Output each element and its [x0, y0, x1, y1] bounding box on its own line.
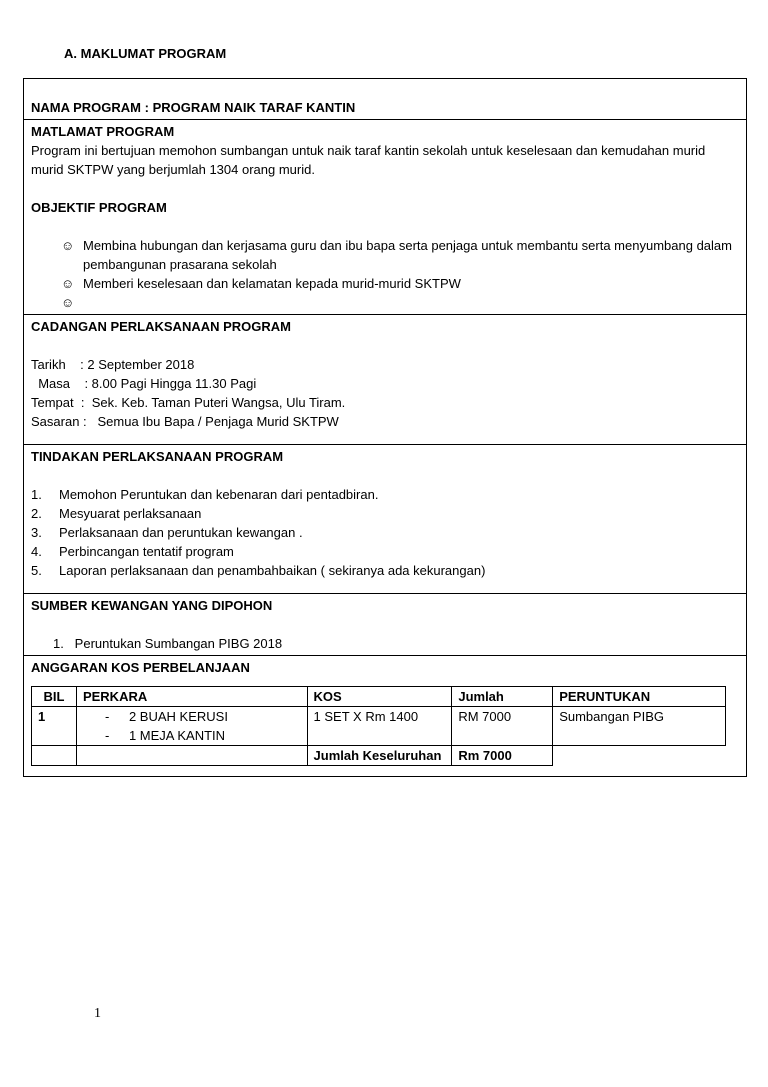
budget-title: ANGGARAN KOS PERBELANJAAN — [31, 660, 250, 675]
section-heading: A. MAKLUMAT PROGRAM — [64, 46, 227, 61]
list-item: - 1 MEJA KANTIN — [104, 728, 226, 743]
row-perkara — [76, 707, 307, 746]
table-row — [32, 707, 726, 746]
header-perkara: PERKARA — [76, 687, 307, 707]
row-peruntukan: Sumbangan PIBG — [553, 707, 726, 746]
row-kos: 1 SET X Rm 1400 — [307, 707, 452, 746]
header-bil: BIL — [32, 687, 77, 707]
goal-text: Program ini bertujuan memohon sumbangan untuk naik taraf kantin sekolah untuk keselesaan dan kemudahan murid murid SKTPW yang berjumlah 1304 orang murid. — [31, 143, 706, 177]
objective-item — [61, 293, 739, 312]
program-name-section — [24, 79, 746, 119]
header-jumlah: Jumlah — [452, 687, 553, 707]
page-number: 1 — [94, 1006, 101, 1021]
actions-section — [24, 444, 746, 593]
total-label: Jumlah Keseluruhan — [307, 746, 452, 766]
actions-title: TINDAKAN PERLAKSANAAN PROGRAM — [31, 449, 284, 464]
list-item: - 2 BUAH KERUSI — [104, 709, 228, 724]
proposal-target: Sasaran : Semua Ibu Bapa / Penjaga Murid SKTPW — [31, 414, 339, 429]
goal-section — [24, 119, 746, 314]
objective-item: ☺ Membina hubungan dan kerjasama guru dan ibu bapa serta penjaga untuk membantu serta menyumbang dalam pembangunan prasarana sekolah — [61, 238, 732, 272]
funding-section — [24, 593, 746, 655]
proposal-title: CADANGAN PERLAKSANAAN PROGRAM — [31, 319, 291, 334]
budget-table — [31, 686, 726, 766]
proposal-venue: Tempat : Sek. Keb. Taman Puteri Wangsa, Ulu Tiram. — [31, 395, 346, 410]
action-item: 5. Laporan perlaksanaan dan penambahbaikan ( sekiranya ada kekurangan) — [31, 563, 486, 578]
smiley-icon: ☺ — [61, 295, 75, 310]
row-bil: 1 — [32, 707, 77, 746]
total-value: Rm 7000 — [452, 746, 553, 766]
objective-list — [31, 236, 739, 312]
smiley-icon: ☺ — [61, 276, 75, 291]
objective-title: OBJEKTIF PROGRAM — [31, 200, 167, 215]
row-jumlah: RM 7000 — [452, 707, 553, 746]
action-item: 3. Perlaksanaan dan peruntukan kewangan . — [31, 525, 303, 540]
total-row — [32, 746, 726, 766]
smiley-icon: ☺ — [61, 238, 75, 253]
action-item: 2. Mesyuarat perlaksanaan — [31, 506, 202, 521]
proposal-time: Masa : 8.00 Pagi Hingga 11.30 Pagi — [31, 376, 257, 391]
program-name: NAMA PROGRAM : PROGRAM NAIK TARAF KANTIN — [31, 100, 356, 115]
funding-title: SUMBER KEWANGAN YANG DIPOHON — [31, 598, 273, 613]
header-peruntukan: PERUNTUKAN — [553, 687, 726, 707]
budget-header-row — [32, 687, 726, 707]
goal-title: MATLAMAT PROGRAM — [31, 124, 175, 139]
program-info-frame — [23, 78, 747, 777]
proposal-date: Tarikh : 2 September 2018 — [31, 357, 195, 372]
proposal-section — [24, 314, 746, 444]
actions-list — [31, 485, 739, 580]
action-item: 4. Perbincangan tentatif program — [31, 544, 234, 559]
header-kos: KOS — [307, 687, 452, 707]
funding-item: 1. Peruntukan Sumbangan PIBG 2018 — [53, 636, 283, 651]
objective-item: ☺ Memberi keselesaan dan kelamatan kepada murid-murid SKTPW — [61, 276, 461, 291]
action-item: 1. Memohon Peruntukan dan kebenaran dari pentadbiran. — [31, 487, 379, 502]
budget-section — [24, 655, 746, 776]
